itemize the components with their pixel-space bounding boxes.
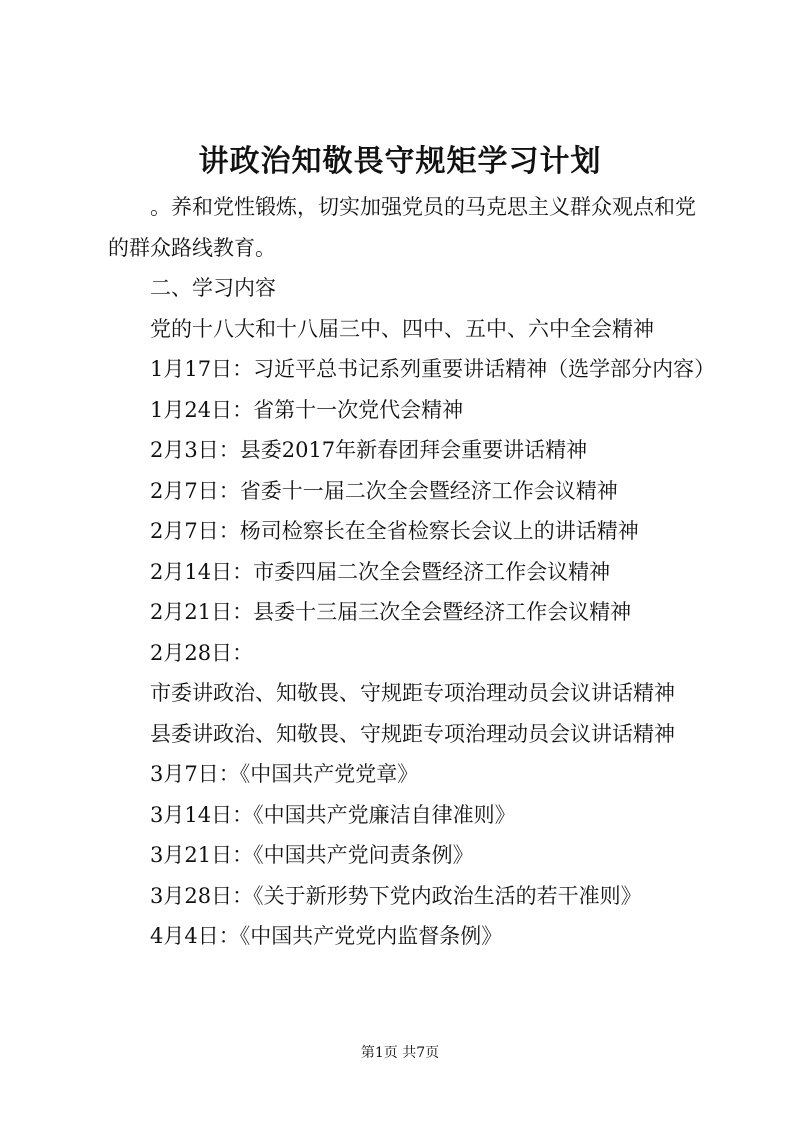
section-heading: 二、学习内容	[150, 276, 276, 300]
schedule-item: 2月7日：杨司检察长在全省检察长会议上的讲话精神	[150, 519, 639, 543]
schedule-item: 2月3日：县委2017年新春团拜会重要讲话精神	[150, 438, 588, 462]
schedule-item: 3月21日：《中国共产党问责条例》	[150, 843, 474, 867]
schedule-subitem: 县委讲政治、知敬畏、守规距专项治理动员会议讲话精神	[150, 721, 675, 746]
schedule-item: 1月17日：习近平总书记系列重要讲话精神（选学部分内容）	[150, 357, 716, 381]
schedule-item: 1月24日：省第十一次党代会精神	[150, 397, 464, 422]
schedule-subitem: 市委讲政治、知敬畏、守规距专项治理动员会议讲话精神	[150, 681, 675, 705]
schedule-item: 2月21日：县委十三届三次全会暨经济工作会议精神	[150, 600, 632, 624]
schedule-item: 3月28日：《关于新形势下党内政治生活的若干准则》	[150, 883, 642, 908]
schedule-item: 2月28日：	[150, 640, 254, 665]
document-title: 讲政治知敬畏守规矩学习计划	[198, 144, 602, 179]
paragraph: 。养和党性锻炼，切实加强党员的马克思主义群众观点和党的群众路线教育。	[108, 195, 696, 260]
page-footer: 第1页 共7页	[360, 1045, 440, 1061]
paragraph: 党的十八大和十八届三中、四中、五中、六中全会精神	[150, 316, 654, 341]
schedule-item: 2月14日：市委四届二次全会暨经济工作会议精神	[150, 559, 611, 584]
schedule-item: 3月7日：《中国共产党党章》	[150, 762, 419, 786]
schedule-item: 4月4日：《中国共产党党内监督条例》	[150, 924, 503, 948]
schedule-item: 3月14日：《中国共产党廉洁自律准则》	[150, 802, 516, 827]
document-body	[108, 187, 716, 957]
schedule-item: 2月7日：省委十一届二次全会暨经济工作会议精神	[150, 478, 618, 503]
